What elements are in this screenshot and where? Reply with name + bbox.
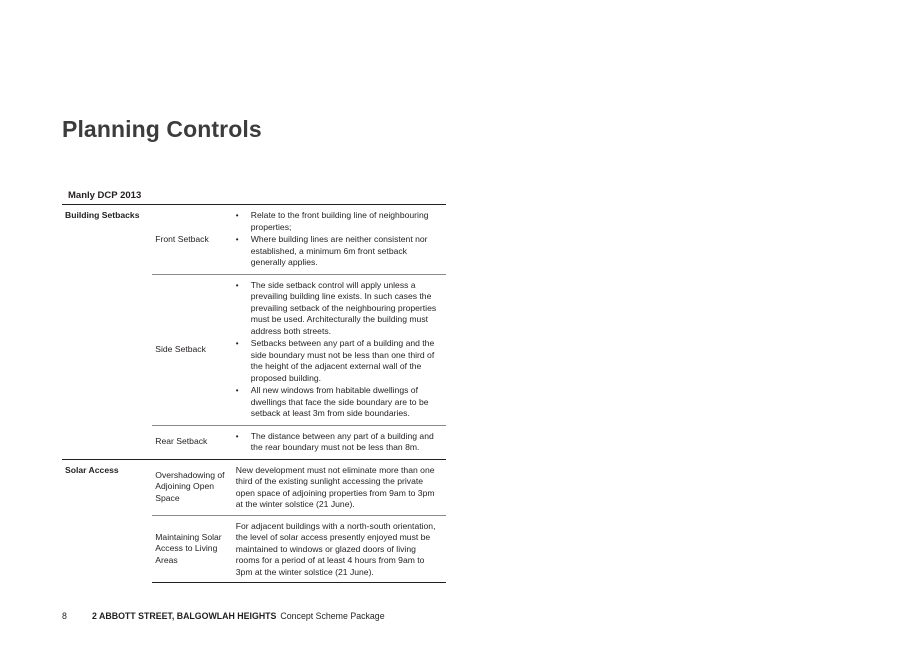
- description-cell: [233, 425, 446, 459]
- footer-address: 2 ABBOTT STREET, BALGOWLAH HEIGHTS: [92, 611, 277, 621]
- page-title: Planning Controls: [62, 116, 262, 142]
- description-cell: [233, 274, 446, 425]
- subject-cell: Maintaining Solar Access to Living Areas: [152, 515, 233, 583]
- subject-cell: Overshadowing of Adjoining Open Space: [152, 459, 233, 515]
- bullet-list: [236, 210, 442, 269]
- page-number: 8: [62, 611, 67, 621]
- bullet-item: • The distance between any part of a building and the rear boundary must not be less than 8m.: [236, 431, 442, 454]
- bullet-item: • Setbacks between any part of a building and the side boundary must not be less than one third of the height of the adjacent external wall of the proposed building.: [236, 338, 442, 384]
- page-footer: [62, 611, 385, 621]
- table-row: [62, 205, 446, 275]
- subject-cell: Rear Setback: [152, 425, 233, 459]
- bullet-item: • The side setback control will apply unless a prevailing building line exists. In such cases the prevailing setback of the neighbouring properties must be used. Architecturally the building must address both streets.: [236, 280, 442, 338]
- subject-cell: Front Setback: [155, 233, 209, 244]
- table-caption: Manly DCP 2013: [68, 190, 142, 201]
- bullet-list: [236, 431, 442, 454]
- category-cell: Building Setbacks: [65, 210, 140, 220]
- description-cell: For adjacent buildings with a north-south orientation, the level of solar access presently enjoyed must be maintained to windows or glazed doors of living rooms for a period of at least 4 hours from 9am to 3pm at the winter solstice (21 June).: [233, 515, 446, 583]
- subject-cell: Side Setback: [152, 274, 233, 425]
- bullet-item: • Where building lines are neither consistent nor established, a minimum 6m front setback generally applies.: [236, 234, 442, 269]
- bullet-item: • Relate to the front building line of neighbouring properties;: [236, 210, 442, 233]
- footer-document-name: Concept Scheme Package: [280, 611, 385, 621]
- table-row: [62, 459, 446, 515]
- category-cell: Solar Access: [62, 459, 152, 583]
- description-cell: New development must not eliminate more than one third of the existing sunlight accessing the private open space of adjoining properties from 9am to 3pm at the winter solstice (21 June).: [233, 459, 446, 515]
- description-cell: [233, 205, 446, 275]
- bullet-item: • All new windows from habitable dwellings of dwellings that face the side boundary are to be setback at least 3m from side boundaries.: [236, 385, 442, 420]
- planning-controls-table: [62, 204, 446, 583]
- bullet-list: [236, 280, 442, 420]
